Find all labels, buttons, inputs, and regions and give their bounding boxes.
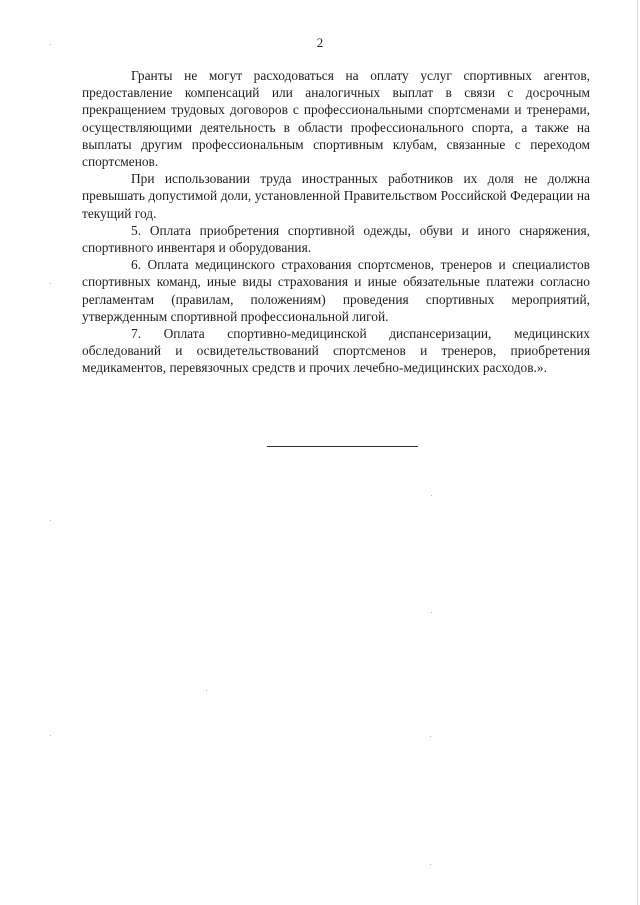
page-number: 2 <box>316 35 324 50</box>
scan-speck <box>431 495 432 496</box>
scan-edge-line <box>637 0 638 905</box>
scan-speck <box>430 864 431 865</box>
paragraph-item-7: 7. Оплата спортивно-медицинской диспансеризации, медицинских обследований и освидетельствований спортсменов и тренеров, приобретения медикаментов, перевязочных средств и прочих лечебно-медицинских расходов.». <box>82 326 590 376</box>
document-body <box>82 67 590 377</box>
closing-divider-line <box>267 446 418 447</box>
scan-speck <box>50 283 51 284</box>
scan-speck <box>50 735 51 736</box>
scan-speck <box>430 736 431 737</box>
paragraph-item-6: 6. Оплата медицинского страхования спортсменов, тренеров и специалистов спортивных команд, иные виды страхования и иные обязательные платежи согласно регламентам (правилам, положениям) проведения спортивных мероприятий, утвержденным спортивной профессиональной лигой. <box>82 257 590 324</box>
scan-speck <box>206 690 207 691</box>
scan-speck <box>50 520 51 521</box>
paragraph-grants: Гранты не могут расходоваться на оплату услуг спортивных агентов, предоставление компенсаций или аналогичных выплат в связи с досрочным прекращением трудовых договоров с профессиональными спортсменами и тренерами, осуществляющими деятельность в области профессионального спорта, а также на выплаты другим профессиональным спортивным клубам, связанные с переходом спортсменов. <box>82 68 590 170</box>
paragraph-foreign-workers: При использовании труда иностранных работников их доля не должна превышать допустимой доли, установленной Правительством Российской Федерации на текущий год. <box>82 171 590 221</box>
scan-speck <box>50 44 51 45</box>
paragraph-item-5: 5. Оплата приобретения спортивной одежды, обуви и иного снаряжения, спортивного инвентаря и оборудования. <box>82 222 590 256</box>
scan-speck <box>431 612 432 613</box>
